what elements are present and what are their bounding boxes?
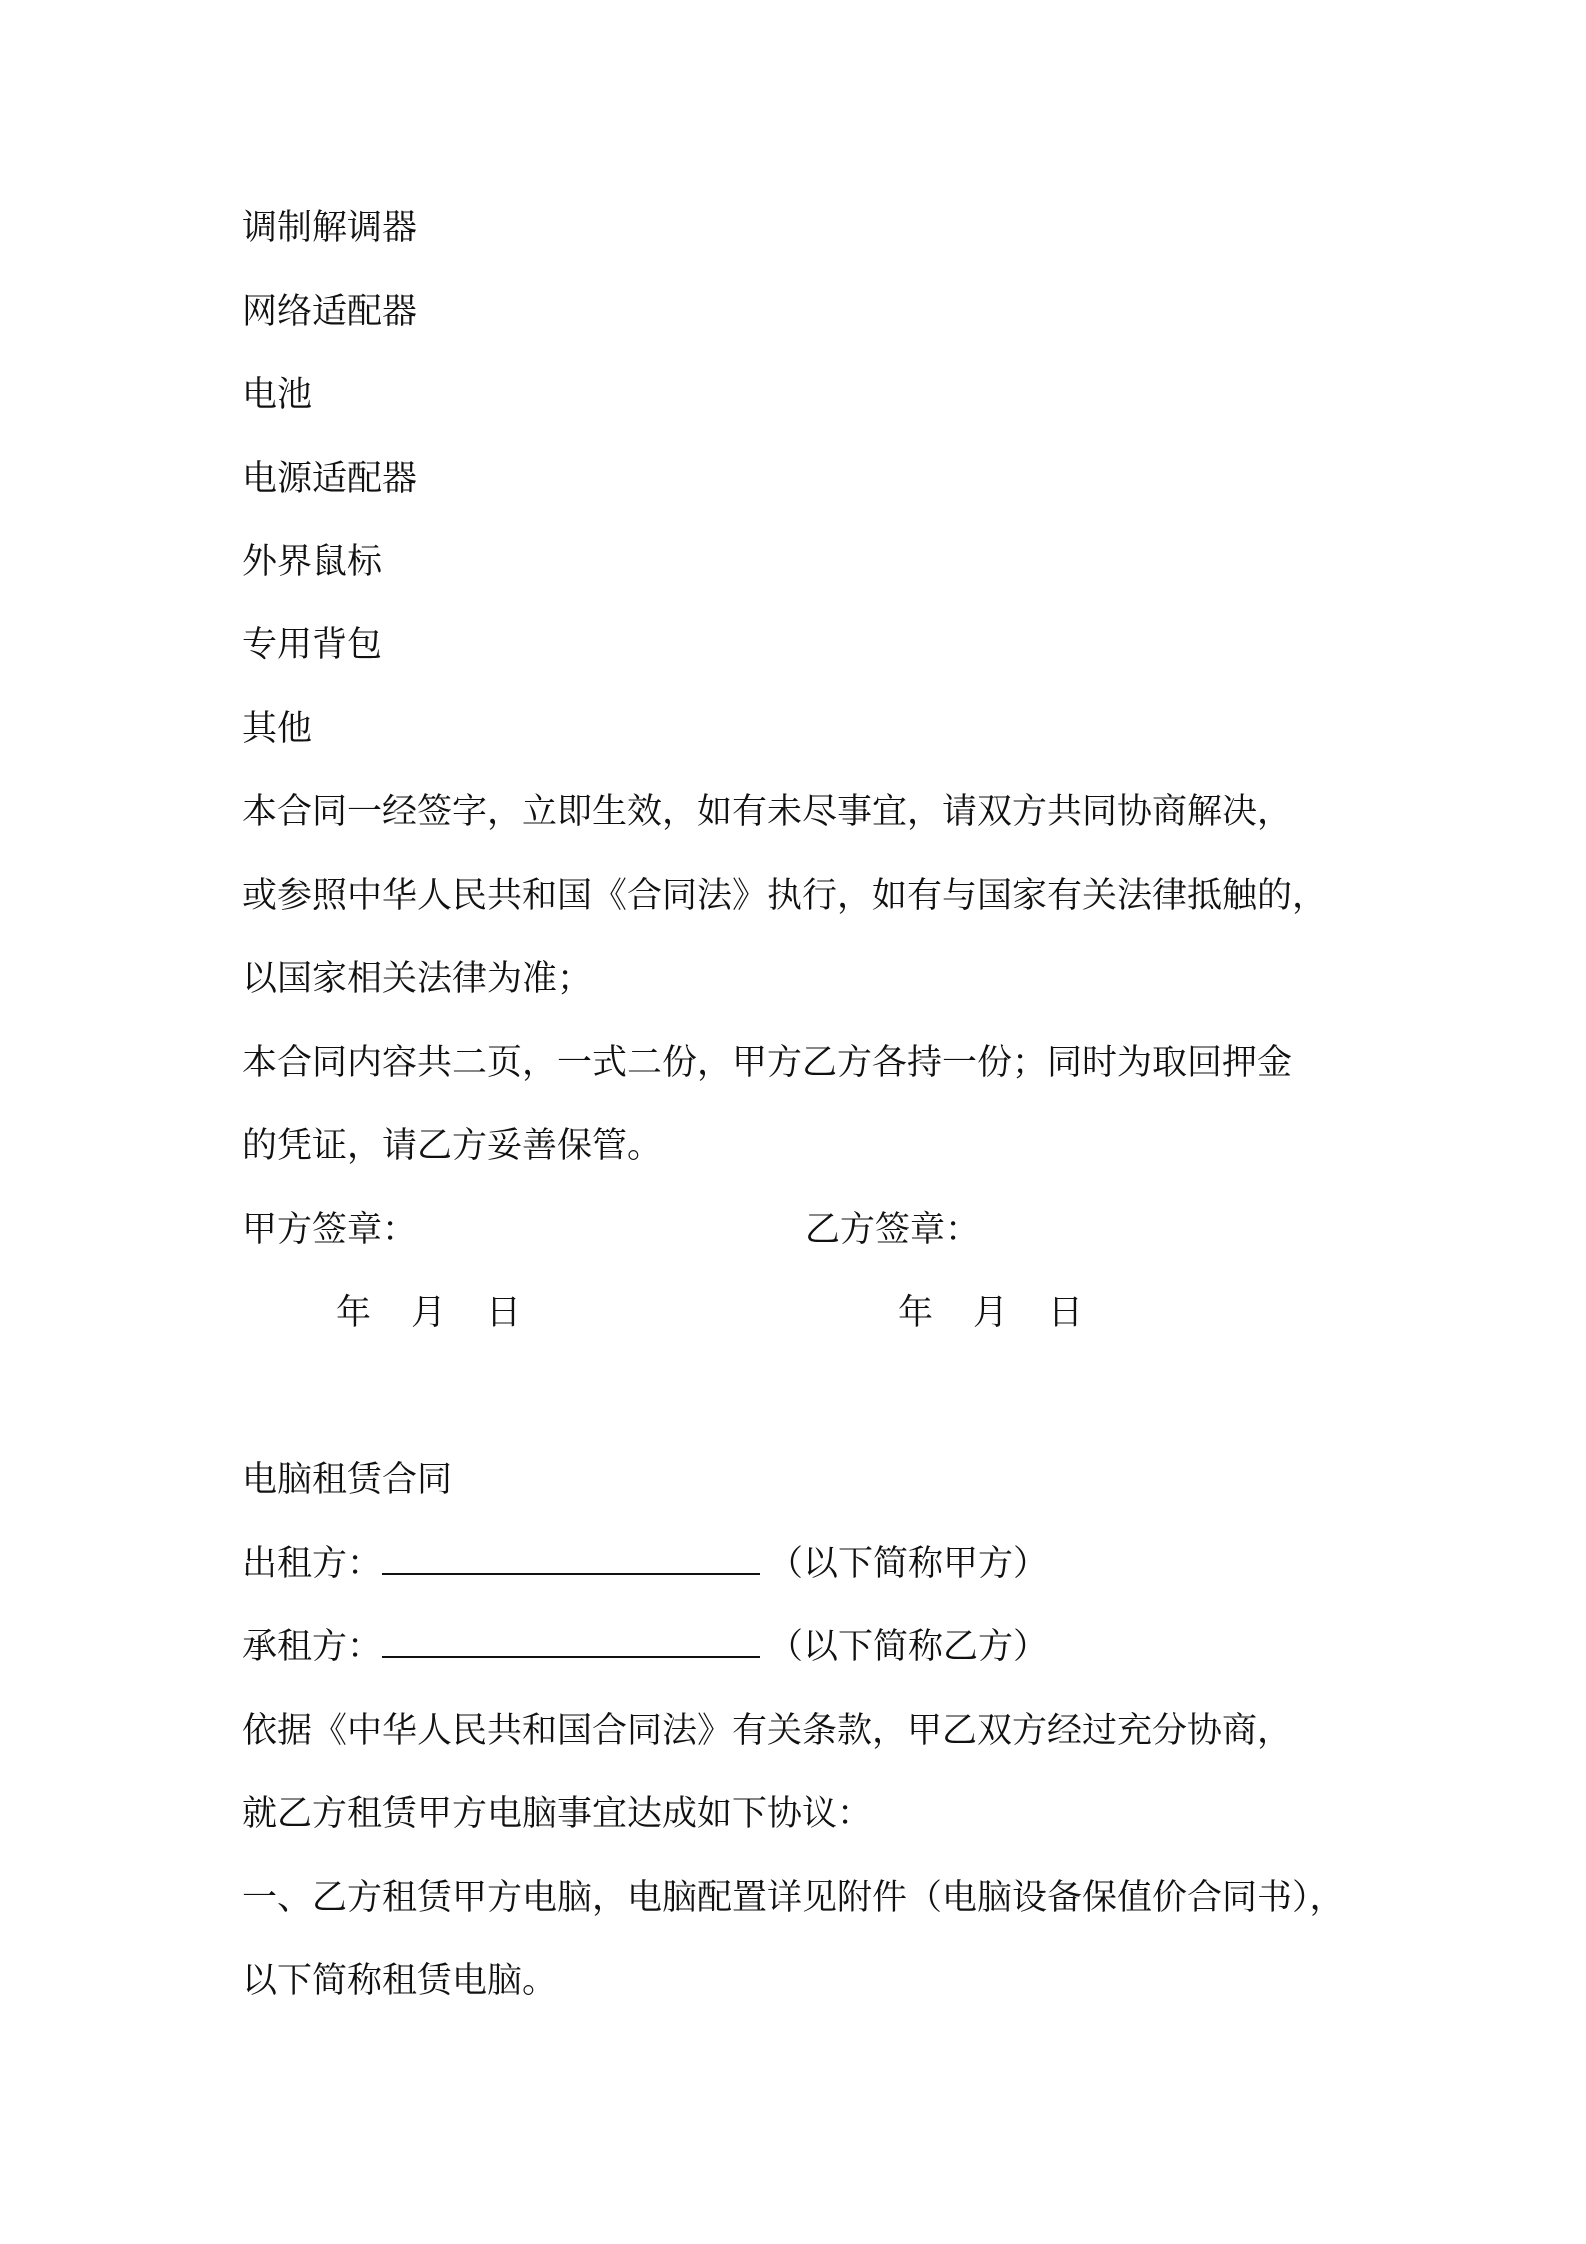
lessee-name-blank[interactable] xyxy=(382,1626,760,1658)
clause-copies-line-1: 本合同内容共二页，一式二份，甲方乙方各持一份；同时为取回押金 xyxy=(242,1043,1293,1083)
accessory-item-external-mouse: 外界鼠标 xyxy=(242,542,383,582)
lessee-row xyxy=(242,1625,1048,1669)
lessee-suffix: （以下简称乙方） xyxy=(768,1627,1049,1667)
accessory-item-power-adapter: 电源适配器 xyxy=(242,459,418,499)
clause-effective-line-3: 以国家相关法律为准； xyxy=(242,959,593,999)
party-b-date-year: 年 xyxy=(898,1293,934,1333)
accessory-item-modem: 调制解调器 xyxy=(242,208,418,248)
accessory-item-battery: 电池 xyxy=(242,375,313,415)
party-b-date-month: 月 xyxy=(973,1293,1009,1333)
lessor-row xyxy=(242,1542,1048,1586)
party-a-date-day: 日 xyxy=(486,1293,522,1333)
party-a-date-year: 年 xyxy=(336,1293,372,1333)
accessory-item-other: 其他 xyxy=(242,709,313,749)
basis-line-1: 依据《中华人民共和国合同法》有关条款，甲乙双方经过充分协商， xyxy=(242,1711,1293,1751)
lessor-suffix: （以下简称甲方） xyxy=(768,1544,1049,1584)
clause-effective-line-2: 或参照中华人民共和国《合同法》执行，如有与国家有关法律抵触的， xyxy=(242,876,1328,916)
lessee-label: 承租方： xyxy=(242,1627,383,1667)
basis-line-2: 就乙方租赁甲方电脑事宜达成如下协议： xyxy=(242,1794,873,1834)
clause-copies-line-2: 的凭证，请乙方妥善保管。 xyxy=(242,1126,663,1166)
accessory-item-network-adapter: 网络适配器 xyxy=(242,292,418,332)
clause-effective-line-1: 本合同一经签字，立即生效，如有未尽事宜，请双方共同协商解决， xyxy=(242,792,1293,832)
article-1-line-1: 一、乙方租赁甲方电脑，电脑配置详见附件（电脑设备保值价合同书）， xyxy=(242,1878,1345,1918)
party-a-date xyxy=(336,1291,521,1335)
party-b-signature-label: 乙方签章： xyxy=(805,1210,981,1250)
party-a-date-month: 月 xyxy=(411,1293,447,1333)
party-b-date-day: 日 xyxy=(1048,1293,1084,1333)
contract-title: 电脑租赁合同 xyxy=(242,1460,453,1500)
party-b-date xyxy=(898,1291,1083,1335)
party-a-signature-label: 甲方签章： xyxy=(242,1210,418,1250)
lessor-label: 出租方： xyxy=(242,1544,383,1584)
accessory-item-backpack: 专用背包 xyxy=(242,625,383,665)
lessor-name-blank[interactable] xyxy=(382,1543,760,1575)
article-1-line-2: 以下简称租赁电脑。 xyxy=(242,1961,558,2001)
